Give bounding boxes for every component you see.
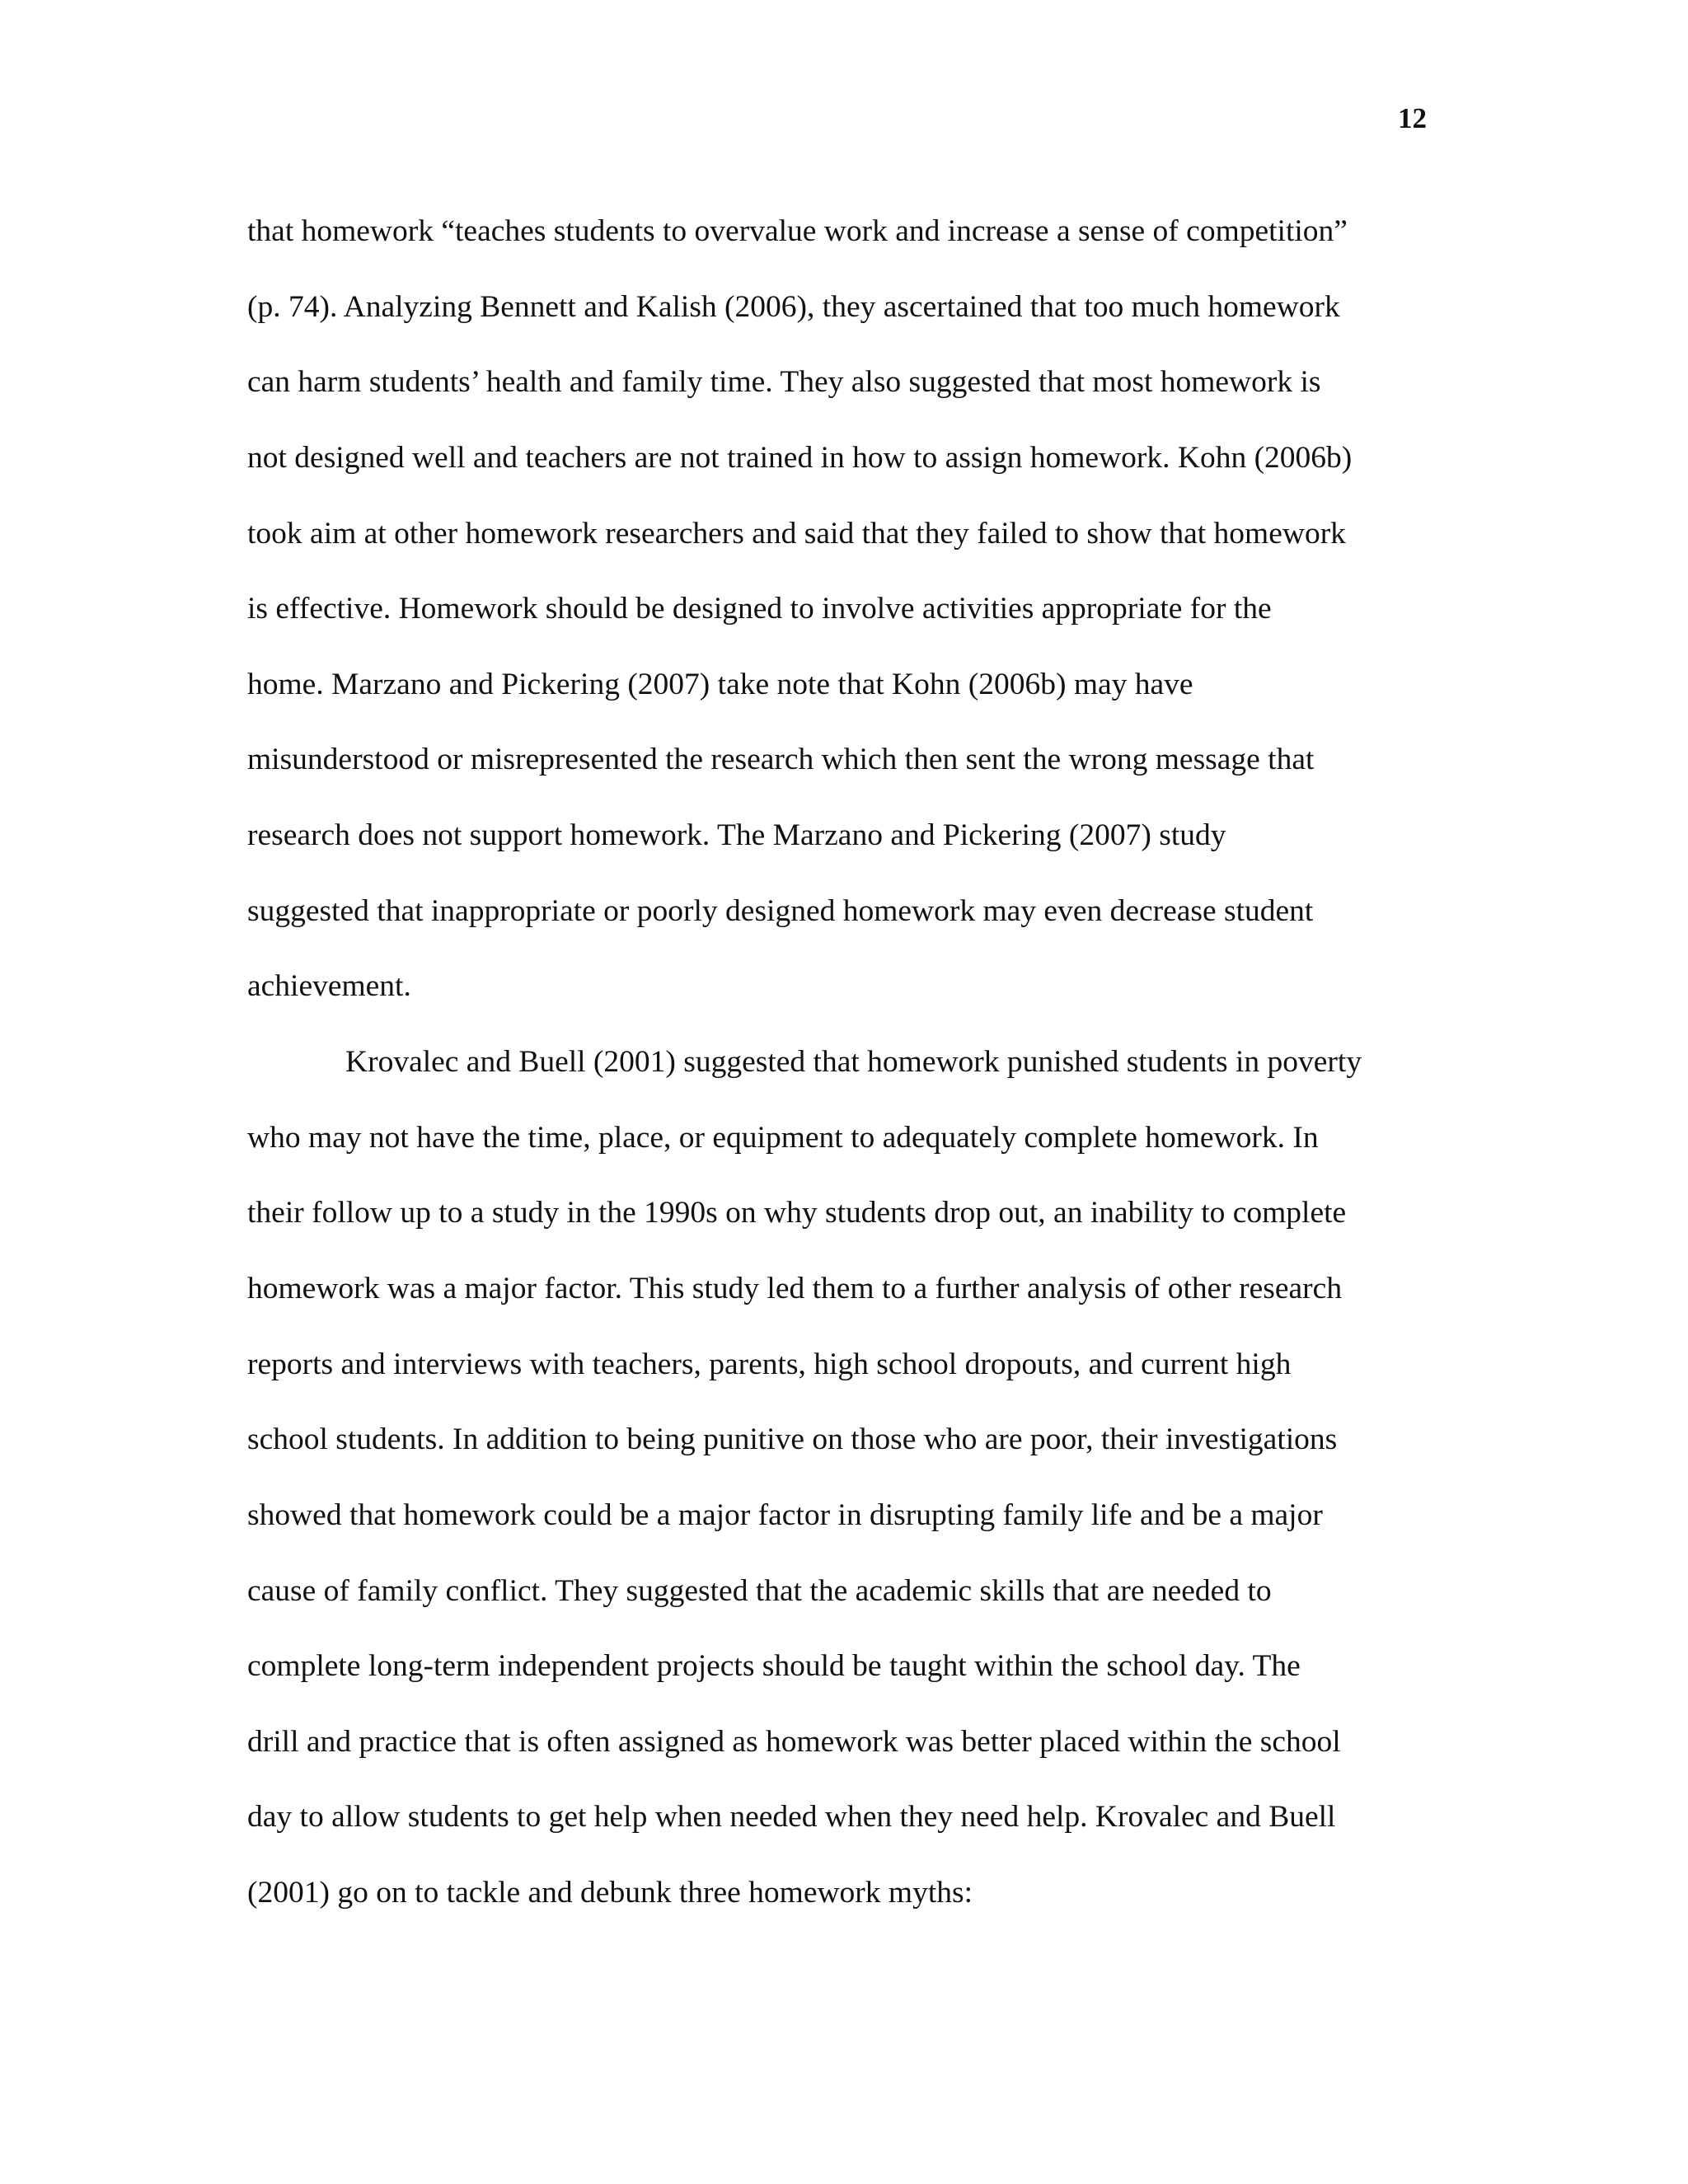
text-line: day to allow students to get help when needed when they need help. Krovalec and Buell [247,1800,1336,1835]
page-number: 12 [1398,102,1427,134]
text-line: that homework “teaches students to overvalue work and increase a sense of competition” [247,214,1348,248]
text-line: homework was a major factor. This study led them to a further analysis of other research [247,1271,1343,1305]
text-line: can harm students’ health and family time. They also suggested that most homework is [247,365,1321,400]
text-line: reports and interviews with teachers, parents, high school dropouts, and current high [247,1347,1292,1381]
text-line: showed that homework could be a major factor in disrupting family life and be a major [247,1497,1323,1532]
text-line: research does not support homework. The Marzano and Pickering (2007) study [247,818,1226,853]
text-line: who may not have the time, place, or equipment to adequately complete homework. In [247,1120,1319,1155]
text-line: school students. In addition to being punitive on those who are poor, their investigations [247,1422,1338,1457]
document-body [247,194,1442,1931]
text-line: is effective. Homework should be designed to involve activities appropriate for the [247,592,1272,626]
text-line: complete long-term independent projects should be taught within the school day. The [247,1649,1301,1684]
text-line: home. Marzano and Pickering (2007) take note that Kohn (2006b) may have [247,667,1193,701]
text-line: drill and practice that is often assigned as homework was better placed within the school [247,1724,1341,1759]
text-line: achievement. [247,969,411,1004]
text-line: misunderstood or misrepresented the research which then sent the wrong message that [247,743,1315,777]
text-line: cause of family conflict. They suggested that the academic skills that are needed to [247,1573,1272,1608]
text-line: not designed well and teachers are not trained in how to assign homework. Kohn (2006b) [247,440,1353,475]
text-line: (p. 74). Analyzing Bennett and Kalish (2006), they ascertained that too much homework [247,289,1340,324]
text-line: suggested that inappropriate or poorly designed homework may even decrease student [247,893,1314,928]
text-line: (2001) go on to tackle and debunk three homework myths: [247,1876,973,1910]
text-line: took aim at other homework researchers and said that they failed to show that homework [247,516,1346,551]
paragraph-first-line: Krovalec and Buell (2001) suggested that homework punished students in poverty [345,1045,1362,1080]
text-line: their follow up to a study in the 1990s on why students drop out, an inability to complete [247,1196,1347,1230]
